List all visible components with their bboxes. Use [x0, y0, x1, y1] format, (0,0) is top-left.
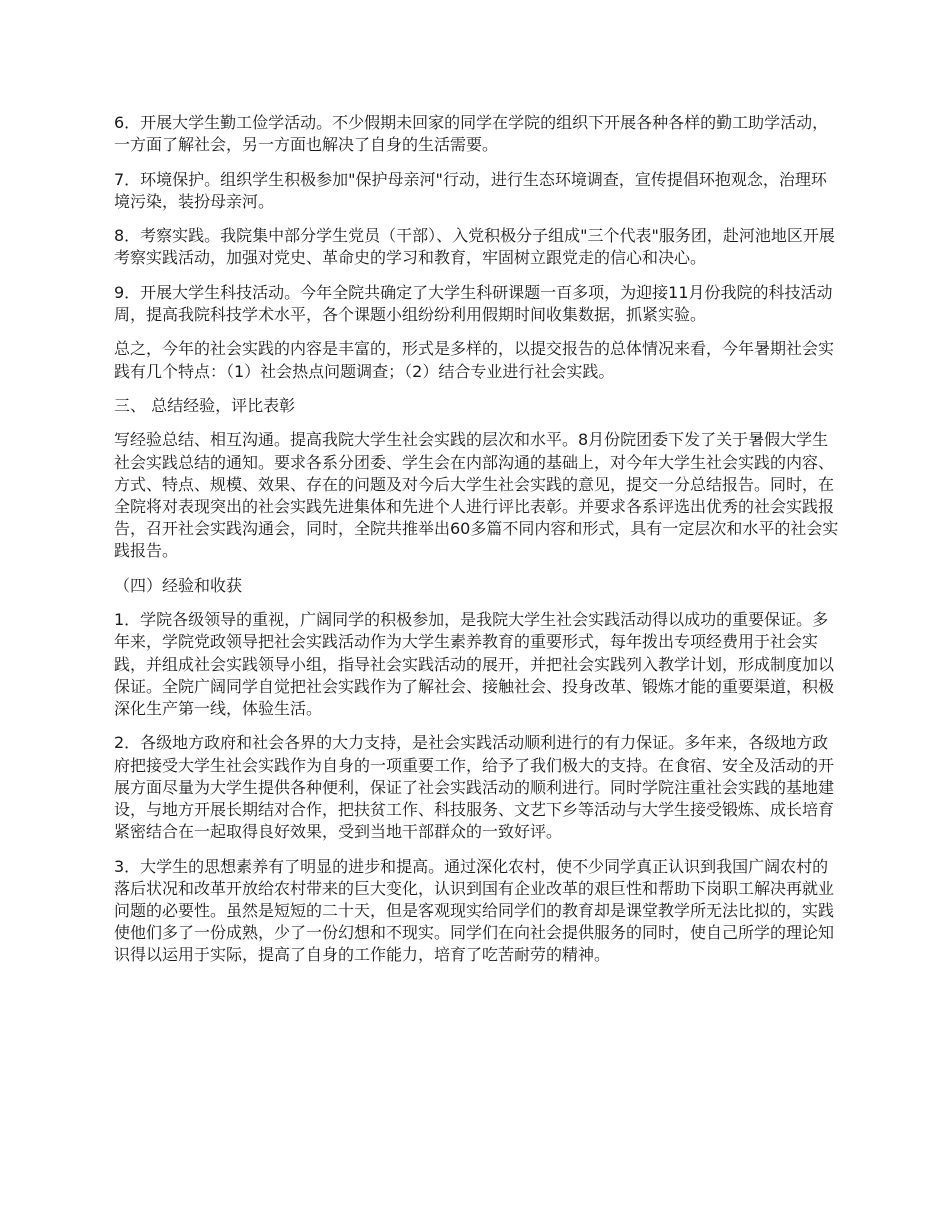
paragraph-leadership-support: 1．学院各级领导的重视，广阔同学的积极参加，是我院大学生社会实践活动得以成功的重要保证。多年来，学院党政领导把社会实践活动作为大学生素养教育的重要形式，每年拨出专项经费用于社会实践，并组成社会实践领导小组，指导社会实践活动的展开，并把社会实践列入教学计划，形成制度加以保证。全院广阔同学自觉把社会实践作为了解社会、接触社会、投身改革、锻炼才能的重要渠道，积极深化生产第一线，体验生活。 — [114, 610, 835, 718]
paragraph-science-tech: 9．开展大学生科技活动。今年全院共确定了大学生科研课题一百多项，为迎接11月份我院的科技活动周，提高我院科技学术水平，各个课题小组纷纷利用假期时间收集数据，抓紧实验。 — [114, 282, 833, 324]
paragraph-experience-summary: 写经验总结、相互沟通。提高我院大学生社会实践的层次和水平。8月份院团委下发了关于暑假大学生社会实践总结的通知。要求各系分团委、学生会在内部沟通的基础上，对今年大学生社会实践的内容、方式、特点、规模、效果、存在的问题及对今后大学生社会实践的意见，提交一分总结报告。同时，在全院将对表现突出的社会实践先进集体和先进个人进行评比表彰。并要求各系评选出优秀的社会实践报告，召开社会实践沟通会，同时，全院共推举出60多篇不同内容和形式，具有一定层次和水平的社会实践报告。 — [114, 430, 839, 561]
section-heading-4: （四）经验和收获 — [114, 575, 243, 595]
paragraph-summary: 总之，今年的社会实践的内容是丰富的，形式是多样的，以提交报告的总体情况来看，今年暑期社会实践有几个特点：（1）社会热点问题调查；（2）结合专业进行社会实践。 — [114, 339, 835, 381]
paragraph-student-growth: 3．大学生的思想素养有了明显的进步和提高。通过深化农村，使不少同学真正认识到我国广阔农村的落后状况和改革开放给农村带来的巨大变化，认识到国有企业改革的艰巨性和帮助下岗职工解决再就业问题的必要性。虽然是短短的二十天，但是客观现实给同学们的教育却是课堂教学所无法比拟的，实践使他们多了一份成熟，少了一份幻想和不现实。同学们在向社会提供服务的同时，使自己所学的理论知识得以运用于实际，提高了自身的工作能力，培育了吃苦耐劳的精神。 — [114, 856, 835, 965]
paragraph-work-study: 6．开展大学生勤工俭学活动。不少假期未回家的同学在学院的组织下开展各种各样的勤工助学活动，一方面了解社会，另一方面也解决了自身的生活需要。 — [114, 113, 829, 155]
section-heading-3: 三、 总结经验，评比表彰 — [114, 395, 296, 415]
paragraph-field-study: 8．考察实践。我院集中部分学生党员（干部）、入党积极分子组成"三个代表"服务团，赴河池地区开展考察实践活动，加强对党史、革命史的学习和教育，牢固树立跟党走的信心和决心。 — [114, 226, 835, 268]
document-body — [114, 112, 842, 979]
paragraph-environment: 7．环境保护。组织学生积极参加"保护母亲河"行动，进行生态环境调查，宣传提倡环抱观念，治理环境污染，装扮母亲河。 — [114, 169, 827, 211]
paragraph-government-support: 2．各级地方政府和社会各界的大力支持，是社会实践活动顺利进行的有力保证。多年来，各级地方政府把接受大学生社会实践作为自身的一项重要工作，给予了我们极大的支持。在食宿、安全及活动的开展方面尽量为大学生提供各种便利，保证了社会实践活动的顺利进行。同时学院注重社会实践的基地建设，与地方开展长期结对合作，把扶贫工作、科技服务、文艺下乡等活动与大学生接受锻炼、成长培育紧密结合在一起取得良好效果，受到当地干部群众的一致好评。 — [114, 733, 835, 842]
